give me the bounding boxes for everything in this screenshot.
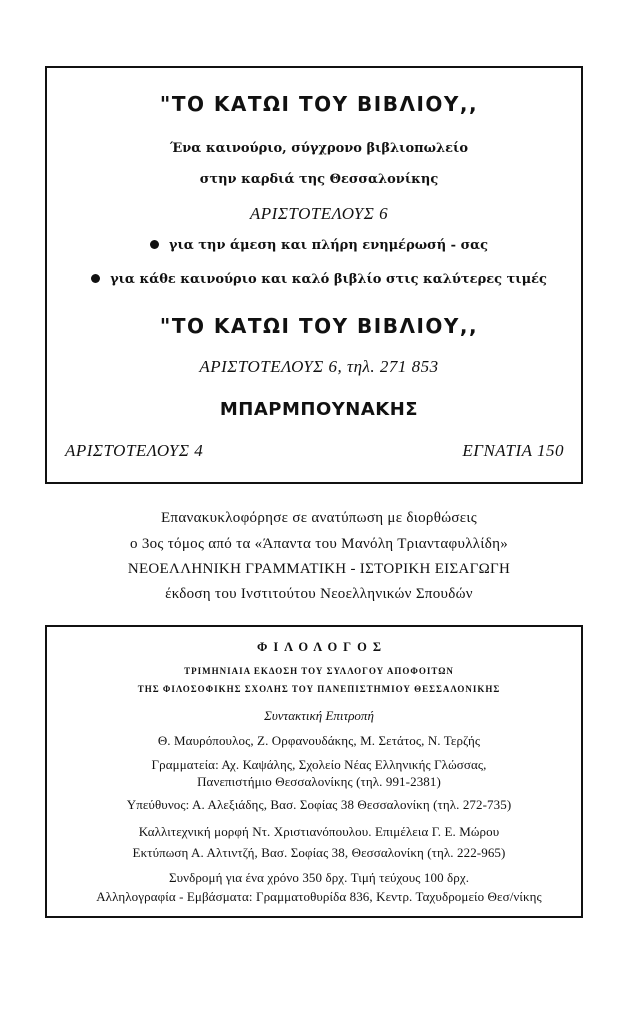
branch-address-left: ΑΡΙΣΤΟΤΕΛΟΥΣ 4 [65,441,204,460]
bullet-line-2 [0,272,638,287]
journal-subtitle-1: ΤΡΙΜΗΝΙΑΙΑ ΕΚΔΟΣΗ ΤΟΥ ΣΥΛΛΟΓΟΥ ΑΠΟΦΟΙΤΩΝ [184,666,454,676]
journal-subtitle-2: ΤΗΣ ΦΙΛΟΣΟΦΙΚΗΣ ΣΧΟΛΗΣ ΤΟΥ ΠΑΝΕΠΙΣΤΗΜΙΟΥ ΘΕΣΣΑΛΟΝΙΚΗΣ [137,684,501,694]
mail-address: Αλληλογραφία - Εμβάσματα: Γραμματοθυρίδα 836, Κεντρ. Ταχυδρομείο Θεσ/νίκης [96,889,542,904]
journal-title: ΦΙΛΟΛΟΓΟΣ [256,640,388,654]
subscription-info: Συνδρομή για ένα χρόνο 350 δρχ. Τιμή τεύχους 100 δρχ. [168,870,470,885]
notice-line-2: ο 3ος τόμος από τα «Άπαντα του Μανόλη Τριανταφυλλίδη» [129,536,509,552]
owner-name: ΜΠΑΡΜΠΟΥΝΑΚΗΣ [219,399,419,420]
responsible-editor: Υπεύθυνος: Α. Αλεξιάδης, Βασ. Σοφίας 38 Θεσσαλονίκη (τηλ. 272-735) [126,797,512,812]
bullet-text-2: για κάθε καινούριο και καλό βιβλίο στις καλύτερες τιμές [110,272,547,287]
printing-info: Εκτύπωση Α. Αλτιντζή, Βασ. Σοφίας 38, Θεσσαλονίκη (τηλ. 222-965) [132,845,506,860]
shop-name-heading: "ΤΟ ΚΑΤΩΙ ΤΟΥ ΒΙΒΛΙΟΥ,, [159,92,479,116]
shop-address-phone: ΑΡΙΣΤΟΤΕΛΟΥΣ 6, τηλ. 271 853 [199,357,439,376]
notice-line-1: Επανακυκλοφόρησε σε ανατύπωση με διορθώσεις [161,510,477,526]
bullet-icon [91,274,100,283]
committee-members: Θ. Μαυρόπουλος, Ζ. Ορφανουδάκης, Μ. Σετάτος, Ν. Τερζής [157,733,481,748]
secretary-line-2: Πανεπιστήμιο Θεσσαλονίκης (τηλ. 991-2381) [197,774,441,789]
tagline-line-2: στην καρδιά της Θεσσαλονίκης [199,172,439,187]
branch-address-right: ΕΓΝΑΤΙΑ 150 [462,441,564,460]
shop-name-repeat: "ΤΟ ΚΑΤΩΙ ΤΟΥ ΒΙΒΛΙΟΥ,, [159,314,479,338]
committee-label: Συντακτική Επιτροπή [264,708,374,723]
bullet-text-1: για την άμεση και πλήρη ενημέρωσή - σας [168,238,489,253]
notice-line-3: ΝΕΟΕΛΛΗΝΙΚΗ ΓΡΑΜΜΑΤΙΚΗ - ΙΣΤΟΡΙΚΗ ΕΙΣΑΓΩΓΗ [127,561,511,577]
tagline-line-1: Ένα καινούριο, σύγχρονο βιβλιοπωλείο [169,141,469,156]
art-direction: Καλλιτεχνική μορφή Ντ. Χριστιανόπουλου. Επιμέλεια Γ. Ε. Μώρου [138,824,500,839]
bullet-icon [150,240,159,249]
bullet-line-1 [0,238,638,253]
secretary-line-1: Γραμματεία: Αχ. Καψάλης, Σχολείο Νέας Ελληνικής Γλώσσας, [151,757,487,772]
shop-address: ΑΡΙΣΤΟΤΕΛΟΥΣ 6 [249,204,389,223]
notice-line-4: έκδοση του Ινστιτούτου Νεοελληνικών Σπουδών [165,586,473,602]
